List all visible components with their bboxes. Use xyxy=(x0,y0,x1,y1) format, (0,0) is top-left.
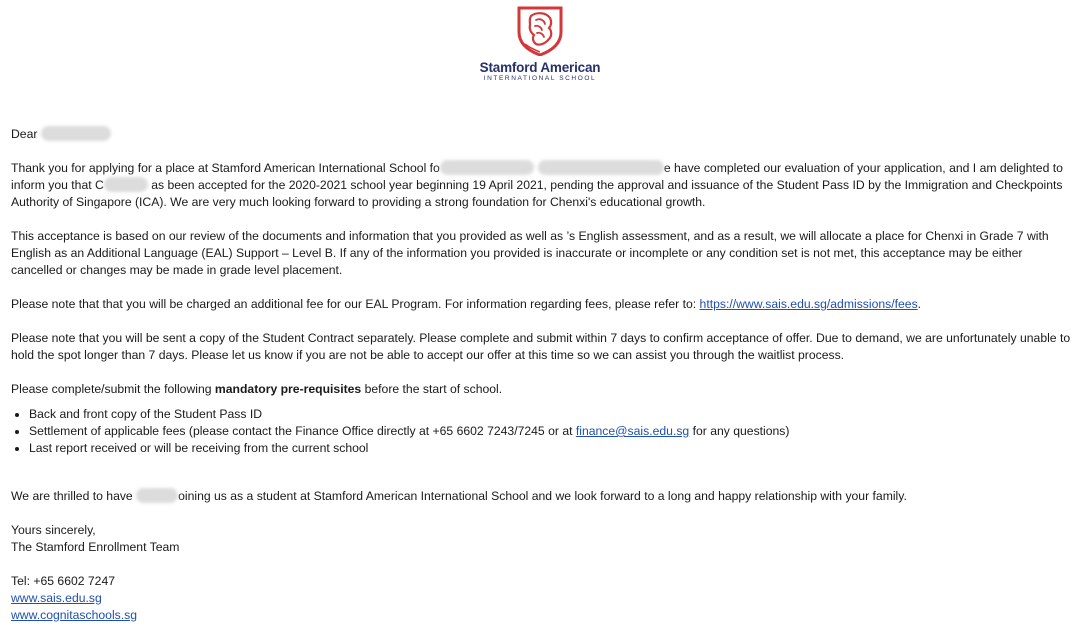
redacted-name xyxy=(136,488,178,503)
prerequisite-list xyxy=(11,406,1073,457)
paragraph-welcome: We are thrilled to have oining us as a student at Stamford American International School and we look forward to a long and happy relationship with your family. xyxy=(11,489,907,503)
letterhead xyxy=(0,6,1080,83)
list-item: • Back and front copy of the Student Pass ID xyxy=(29,406,1073,423)
list-item: • Settlement of applicable fees (please contact the Finance Office directly at +65 6602 7243/7245 or at finance@sais.edu.sg for any questions) xyxy=(29,423,1073,440)
telephone: Tel: +65 6602 7247 xyxy=(11,574,116,588)
redacted-text xyxy=(538,160,664,175)
fees-link[interactable]: https://www.sais.edu.sg/admissions/fees xyxy=(699,297,918,311)
paragraph-eal-fee: Please note that that you will be charged an additional fee for our EAL Program. For information regarding fees, please refer to: https://www.sais.edu.sg/admissions/fees. xyxy=(11,297,922,311)
paragraph-acceptance: Thank you for applying for a place at Stamford American International School fo e have completed our evaluation of your application, and I am delighted to inform you that C as been accepted for the 2020-2021 school year beginning 19 April 2021, pending the approval and issuance of the Student Pass ID by the Immigration and Checkpoints Authority of Singapore (ICA). We are very much looking forward to providing a strong foundation for Chenxi's educational growth. xyxy=(11,161,1063,209)
paragraph-contract: Please note that you will be sent a copy of the Student Contract separately. Please complete and submit within 7 days to confirm acceptance of offer. Due to demand, we are unfortunately unable to hold the spot longer than 7 days. Please let us know if you are not be able to accept our offer at this time so we can assist you through the waitlist process. xyxy=(11,331,1071,362)
finance-email-link[interactable]: finance@sais.edu.sg xyxy=(575,424,690,438)
paragraph-assessment: This acceptance is based on our review of the documents and information that you provided as well as ’s English assessment, and as a result, we will allocate a place for Chenxi in Grade 7 with English as an Additional Language (EAL) Support – Level B. If any of the information you provided is inaccurate or incomplete or any condition set is not met, this acceptance may be either cancelled or changes may be made in grade level placement. xyxy=(11,229,1049,277)
paragraph-prerequisites: Please complete/submit the following mandatory pre-requisites before the start of school. xyxy=(11,382,503,396)
brand-name: Stamford American xyxy=(479,60,601,75)
signature: The Stamford Enrollment Team xyxy=(11,540,180,554)
closing: Yours sincerely, xyxy=(11,523,96,537)
redacted-name xyxy=(41,126,111,141)
greeting: Dear xyxy=(11,126,1073,143)
list-item: • Last report received or will be receiving from the current school xyxy=(29,440,1073,457)
redacted-text xyxy=(440,160,534,175)
brand-subtitle: INTERNATIONAL SCHOOL xyxy=(483,75,597,82)
sais-website-link[interactable]: www.sais.edu.sg xyxy=(11,591,102,605)
redacted-text xyxy=(104,177,148,192)
cognita-website-link[interactable]: www.cognitaschools.sg xyxy=(11,608,137,622)
lion-crest-logo xyxy=(516,6,564,56)
letter-body xyxy=(11,126,1073,624)
